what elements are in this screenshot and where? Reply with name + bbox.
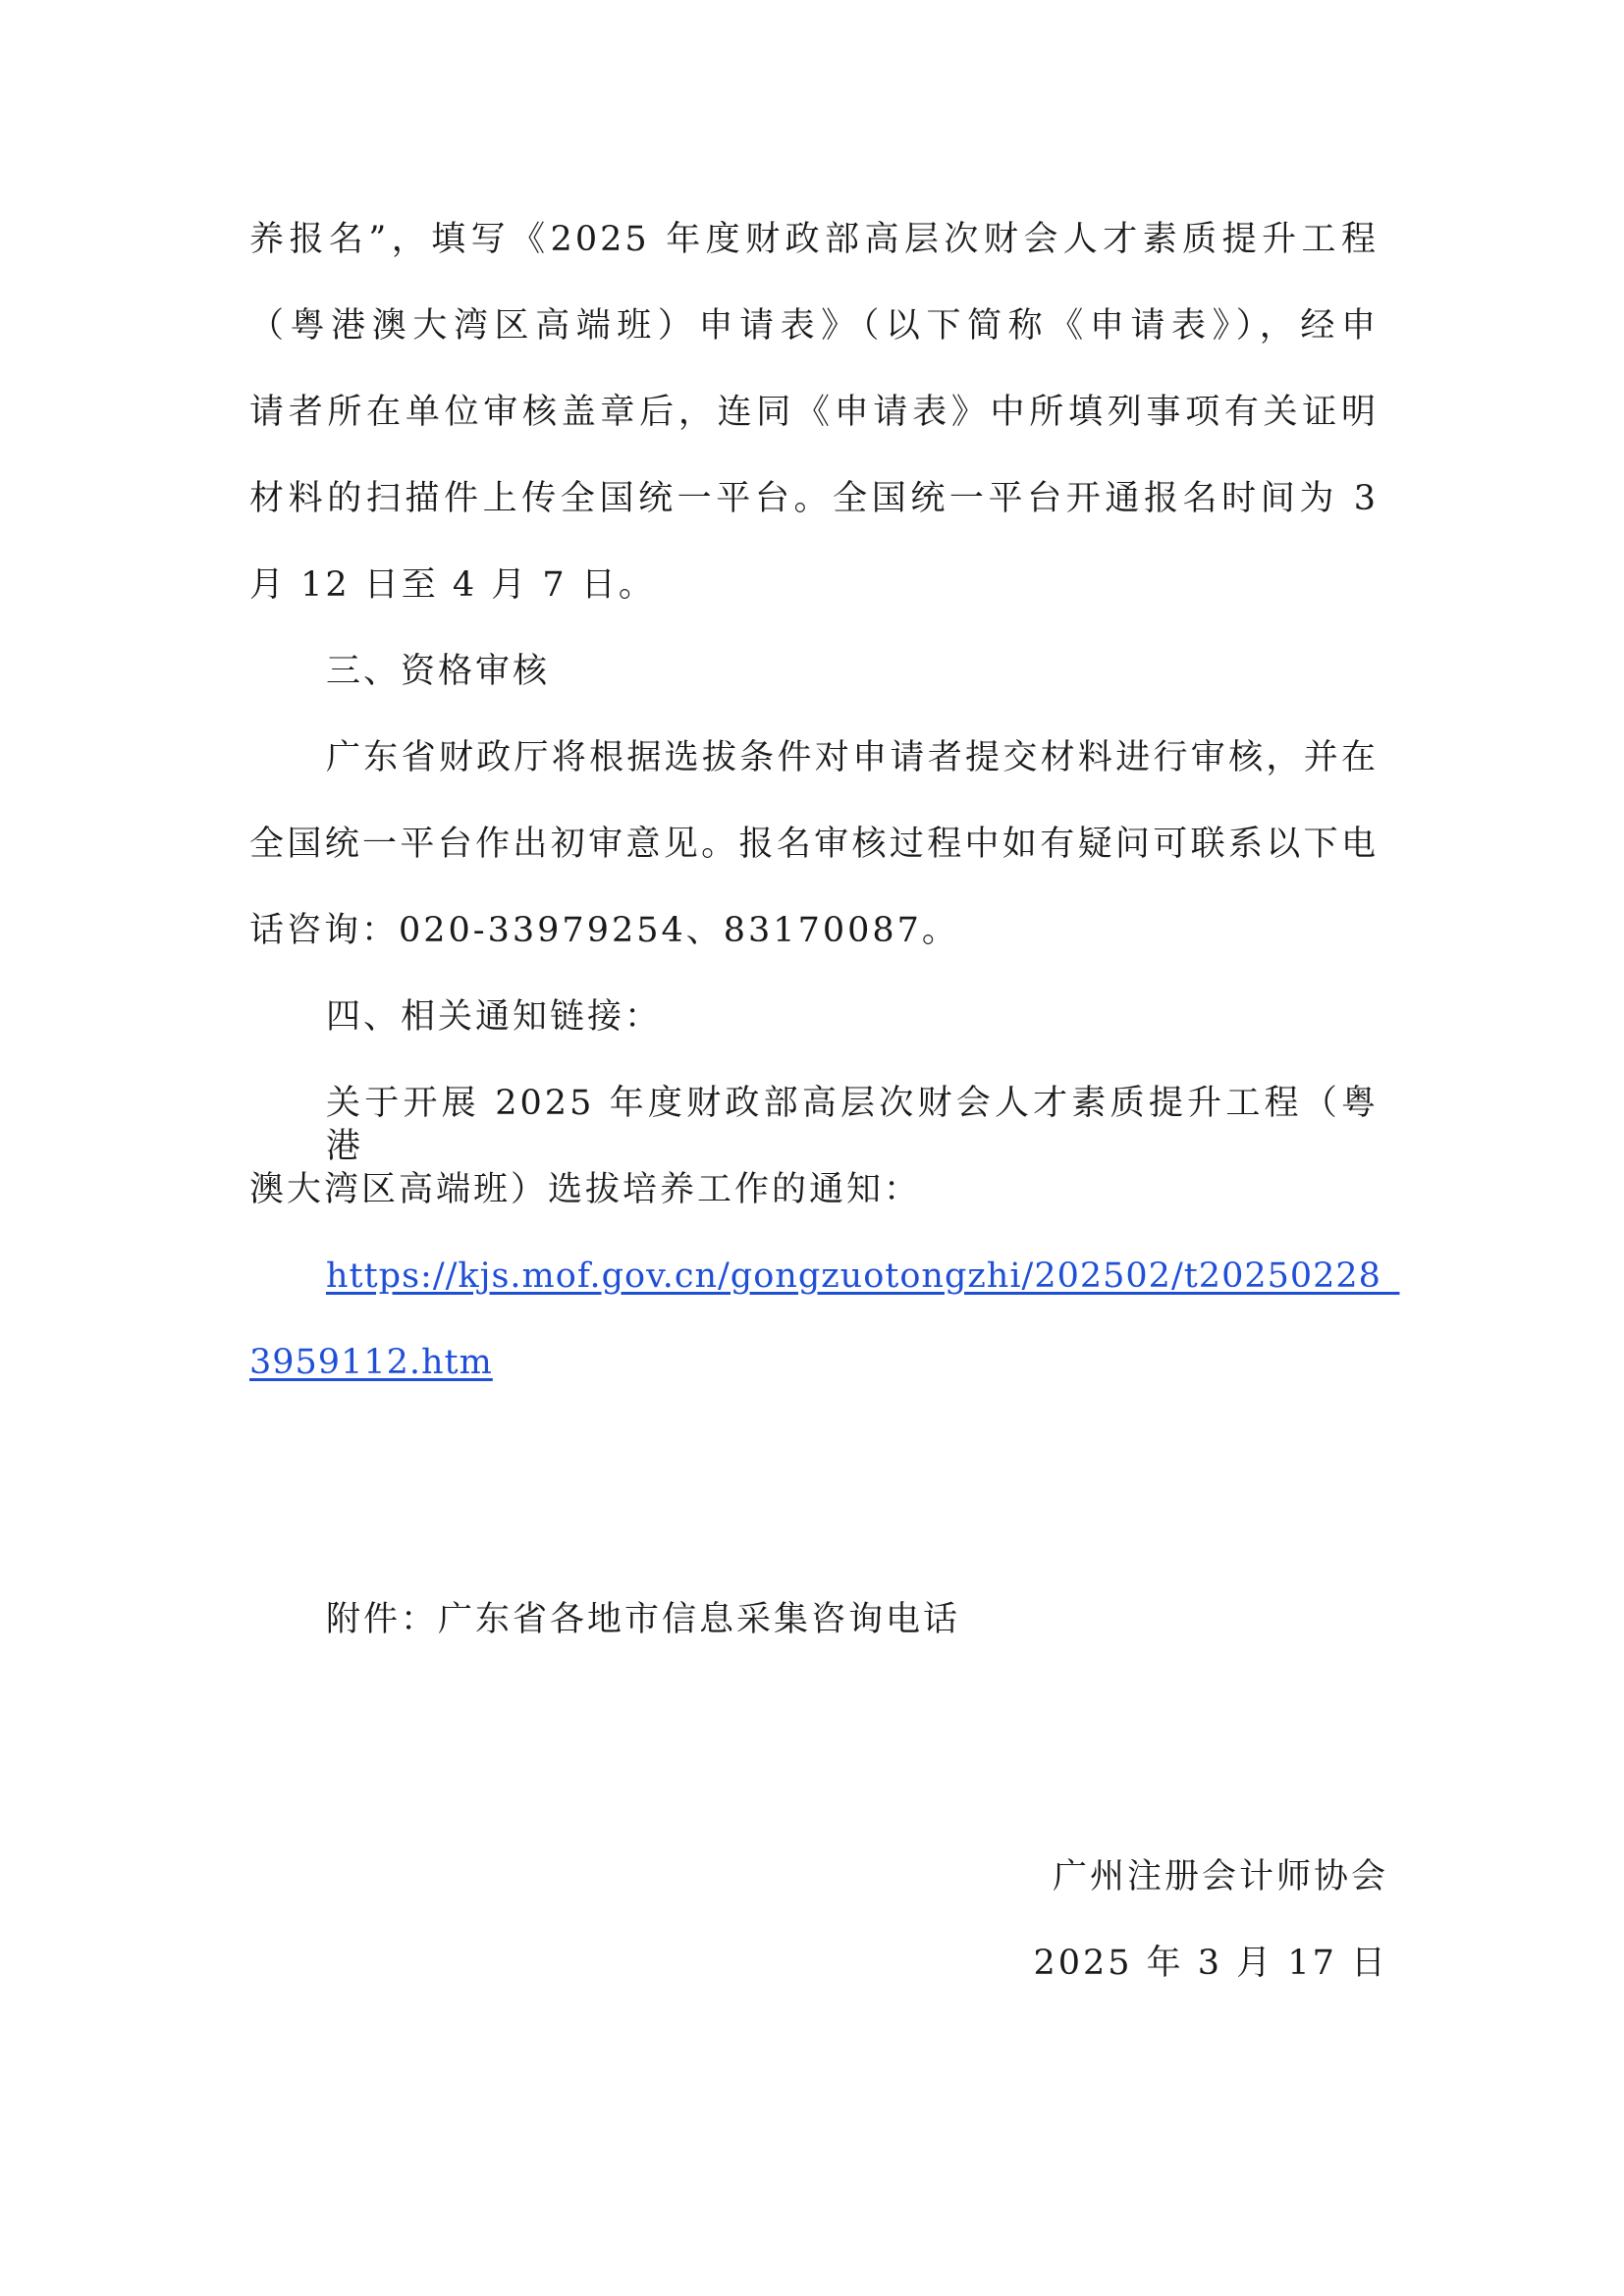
body-text-line: （粤港澳大湾区高端班）申请表》（以下简称《申请表》），经申 <box>249 306 1379 346</box>
signature-date: 2025 年 3 月 17 日 <box>1033 1944 1388 1983</box>
section-heading-3: 三、资格审核 <box>326 652 551 691</box>
body-text-line: 广东省财政厅将根据选拔条件对申请者提交材料进行审核，并在 <box>326 738 1379 777</box>
attachment-line: 附件：广东省各地市信息采集咨询电话 <box>326 1600 961 1639</box>
body-text-line: 养报名”，填写《2025 年度财政部高层次财会人才素质提升工程 <box>249 220 1379 259</box>
notice-link-continued[interactable]: 3959112.htm <box>249 1343 493 1382</box>
contact-phone-line: 话咨询：020-33979254、83170087。 <box>249 911 959 950</box>
body-text-line: 材料的扫描件上传全国统一平台。全国统一平台开通报名时间为 3 <box>249 479 1379 518</box>
body-text-line: 请者所在单位审核盖章后，连同《申请表》中所填列事项有关证明 <box>249 393 1379 432</box>
notice-link-line-1 <box>326 1255 1400 1298</box>
notice-link-line-2 <box>249 1341 1379 1384</box>
body-text-line: 月 12 日至 4 月 7 日。 <box>249 565 656 605</box>
section-heading-4: 四、相关通知链接： <box>326 997 663 1037</box>
body-text-line: 澳大湾区高端班）选拔培养工作的通知： <box>249 1170 922 1209</box>
body-text-line: 关于开展 2025 年度财政部高层次财会人才素质提升工程（粤港 <box>326 1084 1379 1166</box>
signature-org: 广州注册会计师协会 <box>1052 1857 1388 1896</box>
body-text-line: 全国统一平台作出初审意见。报名审核过程中如有疑问可联系以下电 <box>249 825 1379 864</box>
notice-link[interactable]: https://kjs.mof.gov.cn/gongzuotongzhi/202502/t20250228_ <box>326 1256 1400 1296</box>
